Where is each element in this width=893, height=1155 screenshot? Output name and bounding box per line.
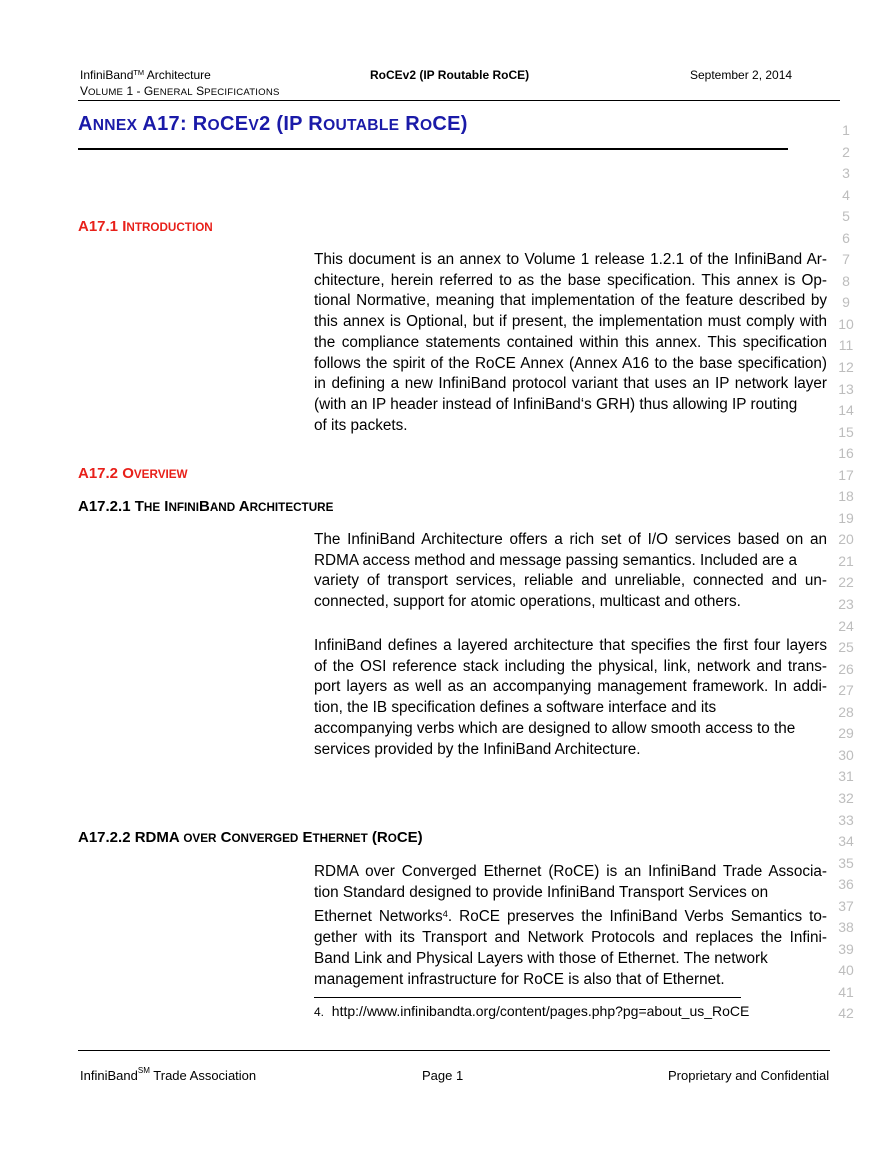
paragraph-line: variety of transport services, reliable and unreliable, connected and un- bbox=[314, 572, 827, 590]
paragraph-line: of the OSI reference stack including the physical, link, network and trans- bbox=[314, 657, 827, 675]
line-number: 25 bbox=[838, 639, 854, 656]
line-number: 22 bbox=[838, 574, 854, 591]
line-number: 3 bbox=[842, 165, 850, 182]
line-number: 19 bbox=[838, 509, 854, 526]
footnote-reference[interactable]: 4 bbox=[442, 909, 448, 921]
footnote-rule bbox=[314, 997, 741, 998]
paragraph-line: (with an IP header instead of InfiniBand‘s GRH) thus allowing IP routing bbox=[314, 395, 798, 413]
running-header-date: September 2, 2014 bbox=[690, 68, 793, 82]
paragraph-line: tion, the IB specification defines a software interface and its bbox=[314, 699, 717, 717]
footer-confidentiality: Proprietary and Confidential bbox=[668, 1068, 830, 1083]
running-header-left bbox=[80, 67, 280, 101]
paragraph-line: This document is an annex to Volume 1 release 1.2.1 of the InfiniBand Ar- bbox=[314, 251, 827, 268]
header-volume: VOLUME 1 - GENERAL SPECIFICATIONS bbox=[80, 84, 280, 98]
line-number: 28 bbox=[838, 703, 854, 720]
line-number: 38 bbox=[838, 919, 854, 936]
paragraph-line: InfiniBand defines a layered architecture that specifies the first four layers bbox=[314, 637, 827, 654]
line-number: 18 bbox=[838, 488, 854, 505]
line-number: 24 bbox=[838, 617, 854, 634]
paragraph-line: in defining a new InfiniBand protocol variant that uses an IP network layer bbox=[314, 375, 827, 393]
line-number: 39 bbox=[838, 940, 854, 957]
paragraph-architecture-services bbox=[314, 530, 827, 613]
paragraph-introduction bbox=[314, 250, 827, 436]
line-number: 41 bbox=[838, 983, 854, 1000]
footnote bbox=[314, 1003, 749, 1019]
line-number: 36 bbox=[838, 876, 854, 893]
header-rule bbox=[78, 100, 840, 101]
paragraph-line: of its packets. bbox=[314, 416, 408, 434]
title-rule bbox=[78, 148, 788, 150]
section-heading-introduction: A17.1 INTRODUCTION bbox=[78, 218, 213, 235]
line-number: 42 bbox=[838, 1005, 854, 1022]
footnote-url[interactable]: http://www.infinibandta.org/content/pages.php?pg=about_us_RoCE bbox=[331, 1003, 750, 1019]
footer-organization: InfiniBand℠ Trade Association bbox=[80, 1066, 257, 1083]
line-number: 30 bbox=[838, 746, 854, 763]
paragraph-line: RDMA access method and message passing semantics. Included are a bbox=[314, 551, 797, 569]
paragraph-line: follows the spirit of the RoCE Annex (Annex A16 to the base specification) bbox=[314, 354, 827, 372]
section-heading-infiniband-architecture: A17.2.1 THE INFINIBAND ARCHITECTURE bbox=[78, 498, 334, 515]
line-number: 29 bbox=[838, 725, 854, 742]
line-number: 21 bbox=[838, 552, 854, 569]
line-number: 17 bbox=[838, 466, 854, 483]
line-number: 32 bbox=[838, 789, 854, 806]
line-number: 8 bbox=[842, 272, 850, 289]
line-number: 23 bbox=[838, 596, 854, 613]
paragraph-line: chitecture, herein referred to as the base specification. This annex is Op- bbox=[314, 271, 827, 289]
paragraph-line: accompanying verbs which are designed to allow smooth access to the bbox=[314, 719, 796, 737]
line-number: 4 bbox=[842, 186, 850, 203]
line-number: 11 bbox=[838, 337, 854, 354]
line-number: 33 bbox=[838, 811, 854, 828]
line-number: 15 bbox=[838, 423, 854, 440]
footer-rule bbox=[78, 1050, 830, 1051]
footnote-number: 4. bbox=[314, 1005, 325, 1019]
line-number: 6 bbox=[842, 229, 850, 246]
line-number: 31 bbox=[838, 768, 854, 785]
line-number: 27 bbox=[838, 682, 854, 699]
line-number: 14 bbox=[838, 402, 854, 419]
paragraph-line: this annex is Optional, but if present, the implementation must comply with bbox=[314, 313, 827, 331]
line-number: 20 bbox=[838, 531, 854, 548]
paragraph-line: tional Normative, meaning that implementation of the feature described by bbox=[314, 292, 827, 310]
line-number: 2 bbox=[842, 143, 850, 160]
annex-title: ANNEX A17: ROCEV2 (IP ROUTABLE ROCE) bbox=[78, 113, 468, 135]
line-number: 35 bbox=[838, 854, 854, 871]
line-number: 9 bbox=[842, 294, 850, 311]
line-numbers bbox=[832, 120, 860, 1025]
section-heading-overview: A17.2 OVERVIEW bbox=[78, 465, 188, 482]
header-doc-title: InfiniBand™ Architecture bbox=[80, 68, 211, 82]
paragraph-line: connected, support for atomic operations, multicast and others. bbox=[314, 593, 741, 611]
paragraph-line: services provided by the InfiniBand Architecture. bbox=[314, 740, 641, 758]
paragraph-roce: RDMA over Converged Ethernet (RoCE) is an InfiniBand Trade Associa- tion Standard designed to provide InfiniBand Transport Services on Ethernet Networks$^4$. RoCE preserves the InfiniBand Verbs Semantics to- gether with its Transport and Network Protocols and replaces the Infini- Band Link and Physical Layers with those of Ethernet. The network management infrastructure for RoCE is also that of Ethernet. bbox=[314, 863, 827, 988]
line-number: 40 bbox=[838, 962, 854, 979]
line-number: 10 bbox=[838, 315, 854, 332]
line-number: 37 bbox=[838, 897, 854, 914]
line-number: 16 bbox=[838, 445, 854, 462]
line-number: 7 bbox=[842, 251, 850, 268]
line-number: 13 bbox=[838, 380, 854, 397]
line-number: 34 bbox=[838, 833, 854, 850]
paragraph-layered-architecture bbox=[314, 636, 827, 760]
paragraph-line: The InfiniBand Architecture offers a rich set of I/O services based on an bbox=[314, 531, 827, 548]
line-number: 5 bbox=[842, 208, 850, 225]
paragraph-line: port layers as well as an accompanying management framework. In addi- bbox=[314, 678, 827, 696]
line-number: 12 bbox=[838, 359, 854, 376]
line-number: 1 bbox=[842, 122, 850, 138]
line-number: 26 bbox=[838, 660, 854, 677]
footer-page-number: Page 1 bbox=[422, 1068, 464, 1083]
running-header-center: RoCEv2 (IP Routable RoCE) bbox=[370, 68, 530, 82]
section-heading-roce: A17.2.2 RDMA OVER CONVERGED ETHERNET (ROCE) bbox=[78, 829, 423, 846]
paragraph-line: the compliance statements contained within this annex. This specification bbox=[314, 333, 827, 351]
